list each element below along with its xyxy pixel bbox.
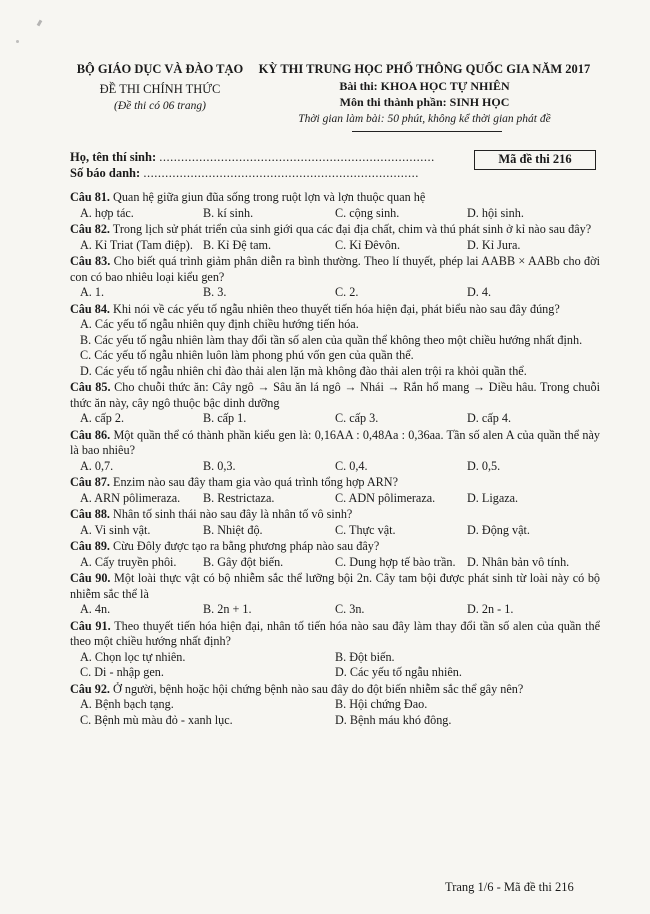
- option-d: D. cấp 4.: [467, 411, 511, 425]
- question-stem: Nhân tố sinh thái nào sau đây là nhân tố vô sinh?: [113, 507, 353, 521]
- question-number: Câu 83.: [70, 254, 111, 268]
- candidate-info: [70, 150, 435, 182]
- question-number: Câu 87.: [70, 475, 110, 489]
- question-83: [70, 254, 600, 301]
- option-d: D. 0,5.: [467, 458, 501, 473]
- answer-options: [70, 602, 600, 618]
- question-stem: Theo thuyết tiến hóa hiện đại, nhân tố tiến hóa nào sau đây làm thay đổi tần số alen của quần thể theo một chiều hướng nhất định?: [70, 618, 600, 648]
- question-stem: Ở người, bệnh hoặc hội chứng bệnh nào sau đây do đột biến nhiễm sắc thể gây nên?: [113, 681, 524, 696]
- question-stem: Một loài thực vật có bộ nhiễm sắc thể lưỡng bội 2n. Cây tam bội được phát sinh từ loài này có bộ nhiễm sắc thể là: [70, 571, 601, 601]
- option-b: B. Restrictaza.: [203, 490, 275, 505]
- option-d: D. Nhân bản vô tính.: [467, 554, 570, 569]
- option-d: D. 4.: [467, 285, 492, 299]
- question-number: Câu 84.: [70, 301, 110, 316]
- option-a: A. hợp tác.: [80, 205, 134, 220]
- answer-options: [70, 206, 600, 222]
- header-right: [252, 62, 597, 127]
- scan-speck: [37, 20, 43, 27]
- candidate-id-dots: ............................................................................: [143, 166, 419, 180]
- question-90: [70, 571, 600, 618]
- question-number: Câu 90.: [70, 571, 111, 585]
- scan-speck: [16, 40, 19, 43]
- option-c: C. Dung hợp tế bào trần.: [335, 554, 456, 569]
- option-b: B. cấp 1.: [203, 411, 247, 425]
- question-91: [70, 619, 600, 681]
- option-d: D. Bệnh máu khó đông.: [335, 712, 452, 727]
- option-b: B. Kỉ Đệ tam.: [203, 237, 272, 252]
- question-stem: Trong lịch sử phát triển của sinh giới qua các đại địa chất, chim và thú phát sinh ở kỉ nào sau đây?: [112, 222, 592, 236]
- question-86: [70, 428, 600, 475]
- option-d: D. hội sinh.: [467, 205, 524, 220]
- question-list: [70, 190, 600, 729]
- option-b: B. kí sinh.: [203, 205, 254, 220]
- option-a: A. Vi sinh vật.: [80, 522, 151, 537]
- header-left: [70, 62, 250, 115]
- option-a: A. Kỉ Triat (Tam điệp).: [80, 237, 193, 252]
- option-c: C. cộng sinh.: [335, 205, 400, 220]
- option-c: C. Thực vật.: [335, 522, 396, 537]
- option-a: A. Chọn lọc tự nhiên.: [80, 649, 186, 664]
- option-b: B. 0,3.: [203, 458, 236, 473]
- candidate-name-dots: ............................................................................: [159, 150, 435, 164]
- option-c: C. 2.: [335, 285, 359, 299]
- candidate-id-label: Số báo danh:: [70, 166, 141, 180]
- option-b: B. Nhiệt độ.: [203, 522, 263, 537]
- option-c: C. Bệnh mù màu đỏ - xanh lục.: [80, 712, 233, 727]
- answer-options: [70, 238, 600, 254]
- option-a: A. cấp 2.: [80, 411, 124, 425]
- option-c: C. Di - nhập gen.: [80, 665, 164, 679]
- question-number: Câu 85.: [70, 380, 111, 394]
- option-b: B. Các yếu tố ngẫu nhiên làm thay đổi tần số alen của quần thể không theo một chiều hướng nhất định.: [80, 332, 583, 347]
- option-a: A. Các yếu tố ngẫu nhiên quy định chiều hướng tiến hóa.: [80, 317, 359, 331]
- option-d: D. 2n - 1.: [467, 602, 514, 616]
- question-81: [70, 190, 600, 221]
- option-d: D. Các yếu tố ngẫu nhiên chỉ đào thải alen lặn mà không đào thải alen trội ra khỏi quần thể.: [80, 363, 527, 378]
- exam-code-box: Mã đề thi 216: [474, 150, 596, 170]
- candidate-id-row: [70, 166, 419, 182]
- answer-options: [70, 697, 600, 728]
- subject-name: Môn thi thành phần: SINH HỌC: [339, 95, 510, 109]
- option-b: B. 2n + 1.: [203, 602, 252, 616]
- option-b: B. 3.: [203, 285, 227, 299]
- answer-options: [70, 317, 600, 379]
- option-b: B. Đột biến.: [335, 649, 395, 664]
- option-a: A. 4n.: [80, 602, 111, 616]
- question-82: [70, 222, 600, 253]
- option-d: D. Động vật.: [467, 522, 530, 537]
- question-number: Câu 81.: [70, 190, 110, 204]
- option-a: A. 0,7.: [80, 458, 114, 473]
- answer-options: [70, 523, 600, 539]
- option-d: D. Kỉ Jura.: [467, 237, 521, 252]
- option-a: A. ARN pôlimeraza.: [80, 490, 181, 505]
- option-d: D. Các yếu tố ngẫu nhiên.: [335, 665, 462, 679]
- candidate-name-row: [70, 150, 435, 166]
- option-b: B. Gây đột biến.: [203, 554, 284, 569]
- question-number: Câu 86.: [70, 427, 111, 442]
- option-c: C. Các yếu tố ngẫu nhiên luôn làm phong phú vốn gen của quần thể.: [80, 348, 414, 362]
- question-number: Câu 82.: [70, 222, 110, 236]
- option-c: C. Kỉ Đêvôn.: [335, 237, 400, 252]
- option-d: D. Ligaza.: [467, 490, 519, 505]
- option-b: B. Hội chứng Đao.: [335, 697, 428, 711]
- answer-options: [70, 491, 600, 507]
- question-stem: Một quần thể có thành phần kiểu gen là: 0,16AA : 0,48Aa : 0,36aa. Tần số alen A của quần thể này là bao nhiêu?: [70, 427, 600, 457]
- question-number: Câu 91.: [70, 618, 111, 633]
- question-89: [70, 539, 600, 570]
- ministry-name: BỘ GIÁO DỤC VÀ ĐÀO TẠO: [76, 62, 244, 76]
- option-c: C. 0,4.: [335, 458, 368, 473]
- candidate-name-label: Họ, tên thí sinh:: [70, 150, 157, 164]
- question-number: Câu 92.: [70, 681, 110, 696]
- question-number: Câu 89.: [70, 539, 110, 553]
- answer-options: [70, 459, 600, 475]
- question-88: [70, 507, 600, 538]
- time-limit: Thời gian làm bài: 50 phút, không kể thời gian phát đề: [298, 112, 551, 125]
- answer-options: [70, 285, 600, 301]
- question-87: [70, 475, 600, 506]
- answer-options: [70, 650, 600, 681]
- option-c: C. ADN pôlimeraza.: [335, 490, 436, 505]
- option-a: A. Bệnh bạch tạng.: [80, 697, 174, 711]
- question-92: [70, 682, 600, 729]
- question-stem: Enzim nào sau đây tham gia vào quá trình tổng hợp ARN?: [113, 475, 399, 489]
- question-84: [70, 302, 600, 380]
- header-divider: [352, 131, 502, 132]
- option-a: A. 1.: [80, 285, 105, 299]
- official-label: ĐỀ THI CHÍNH THỨC: [99, 81, 221, 96]
- exam-title: KỲ THI TRUNG HỌC PHỔ THÔNG QUỐC GIA NĂM 2017: [258, 62, 591, 76]
- option-c: C. cấp 3.: [335, 411, 379, 425]
- page-count: (Đề thi có 06 trang): [114, 100, 206, 112]
- page-footer: Trang 1/6 - Mã đề thi 216: [445, 880, 574, 894]
- question-stem: Khi nói về các yếu tố ngẫu nhiên theo thuyết tiến hóa hiện đại, phát biểu nào sau đây đúng?: [113, 301, 560, 316]
- answer-options: [70, 555, 600, 571]
- option-a: A. Cấy truyền phôi.: [80, 554, 177, 569]
- question-stem: Cho biết quá trình giảm phân diễn ra bình thường. Theo lí thuyết, phép lai AABB × AABb cho đời con có bao nhiêu loại kiểu gen?: [70, 254, 600, 284]
- question-stem: Cừu Đôly được tạo ra bằng phương pháp nào sau đây?: [113, 539, 380, 553]
- answer-options: [70, 411, 600, 427]
- question-85: [70, 380, 600, 427]
- question-number: Câu 88.: [70, 507, 110, 521]
- test-name: Bài thi: KHOA HỌC TỰ NHIÊN: [339, 78, 510, 93]
- option-c: C. 3n.: [335, 602, 365, 616]
- question-stem: Quan hệ giữa giun đũa sống trong ruột lợn và lợn thuộc quan hệ: [113, 190, 426, 204]
- question-stem: Cho chuỗi thức ăn: Cây ngô → Sâu ăn lá ngô → Nhái → Rắn hổ mang → Diều hâu. Trong chuỗi thức ăn này, cây ngô thuộc bậc dinh dưỡng: [70, 380, 600, 410]
